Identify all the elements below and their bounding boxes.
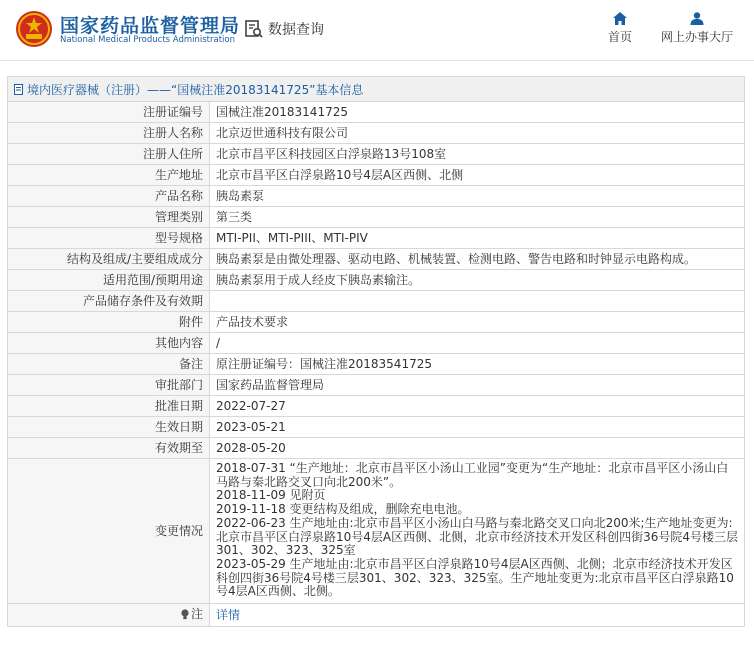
changes-value [210, 459, 745, 604]
field-value: 2023-05-21 [210, 417, 745, 438]
changes-key: 变更情况 [8, 459, 210, 604]
field-value: / [210, 333, 745, 354]
table-row [8, 312, 745, 333]
table-row [8, 375, 745, 396]
field-value: 国械注准20183141725 [210, 102, 745, 123]
field-key: 审批部门 [8, 375, 210, 396]
data-query-link[interactable] [244, 18, 324, 40]
nav-home-label: 首页 [607, 30, 632, 44]
change-line: 2019-11-18 变更结构及组成，删除充电电池。 [216, 502, 470, 517]
data-query-icon [244, 19, 264, 39]
field-key: 型号规格 [8, 228, 210, 249]
detail-link[interactable]: 详情 [216, 607, 241, 622]
field-value: MTI-PII、MTI-PIII、MTI-PIV [210, 228, 745, 249]
table-row-note [8, 604, 745, 627]
field-key: 适用范围/预期用途 [8, 270, 210, 291]
table-row [8, 417, 745, 438]
field-value: 产品技术要求 [210, 312, 745, 333]
breadcrumb-text: 境内医疗器械（注册）——“国械注准20183141725”基本信息 [27, 82, 364, 97]
nav-online-hall-label: 网上办事大厅 [660, 30, 733, 44]
field-value: 胰岛素泵是由微处理器、驱动电路、机械装置、检测电路、警告电路和时钟显示电路构成。 [210, 249, 745, 270]
table-row [8, 228, 745, 249]
site-header [0, 0, 754, 61]
field-key: 附件 [8, 312, 210, 333]
field-value: 国家药品监督管理局 [210, 375, 745, 396]
field-key: 产品储存条件及有效期 [8, 291, 210, 312]
info-table [7, 101, 745, 627]
table-row [8, 144, 745, 165]
field-key: 产品名称 [8, 186, 210, 207]
table-row [8, 102, 745, 123]
document-icon [14, 84, 23, 95]
field-value: 胰岛素泵 [210, 186, 745, 207]
table-row [8, 207, 745, 228]
field-key: 结构及组成/主要组成成分 [8, 249, 210, 270]
field-value: 2028-05-20 [210, 438, 745, 459]
field-key: 注册人住所 [8, 144, 210, 165]
table-row [8, 333, 745, 354]
field-key: 有效期至 [8, 438, 210, 459]
nav-online-hall-button[interactable] [657, 12, 737, 45]
change-line: 2018-07-31 “生产地址：北京市昌平区小汤山工业园”变更为“生产地址：北京市昌平区小汤山白马路与秦北路交叉口向北200米”。 [216, 461, 729, 489]
table-row [8, 123, 745, 144]
table-row [8, 249, 745, 270]
field-key: 备注 [8, 354, 210, 375]
data-query-label: 数据查询 [268, 22, 324, 38]
table-row [8, 354, 745, 375]
field-key: 管理类别 [8, 207, 210, 228]
note-key-label: 注 [190, 607, 203, 622]
table-row [8, 396, 745, 417]
field-value [210, 291, 745, 312]
breadcrumb [7, 76, 745, 101]
note-value [210, 604, 745, 627]
field-value: 北京市昌平区科技园区白浮泉路13号108室 [210, 144, 745, 165]
lightbulb-icon [181, 609, 189, 620]
home-icon [613, 12, 627, 25]
change-line: 2018-11-09 见附页 [216, 488, 326, 503]
table-row [8, 165, 745, 186]
nav-home-button[interactable] [605, 12, 635, 45]
field-value: 第三类 [210, 207, 745, 228]
site-logo-subtitle[interactable]: National Medical Products Administration [60, 35, 235, 45]
table-row [8, 438, 745, 459]
site-logo-title[interactable]: 国家药品监督管理局 [60, 15, 241, 37]
field-value: 2022-07-27 [210, 396, 745, 417]
note-key [8, 604, 210, 627]
change-line: 2023-05-29 生产地址由:北京市昌平区白浮泉路10号4层A区西侧、北侧；北京市经济技术开发区科创四街36号院4号楼三层301、302、323、325室。生产地址变更为:北京市昌平区白浮泉路10号4层A区西侧、北侧。 [216, 556, 734, 599]
field-value: 原注册证编号：国械注准20183541725 [210, 354, 745, 375]
field-value: 北京迈世通科技有限公司 [210, 123, 745, 144]
change-line: 2022-06-23 生产地址由:北京市昌平区小汤山白马路与秦北路交叉口向北200米;生产地址变更为:北京市昌平区白浮泉路10号4层A区西侧、北侧，北京市经济技术开发区科创四街36号院4号楼三层301、302、323、325室 [216, 515, 739, 558]
field-value: 北京市昌平区白浮泉路10号4层A区西侧、北侧 [210, 165, 745, 186]
field-key: 注册人名称 [8, 123, 210, 144]
national-emblem-icon[interactable] [15, 10, 53, 48]
user-icon [690, 12, 704, 25]
field-key: 生产地址 [8, 165, 210, 186]
table-row [8, 291, 745, 312]
field-key: 批准日期 [8, 396, 210, 417]
field-value: 胰岛素泵用于成人经皮下胰岛素输注。 [210, 270, 745, 291]
field-key: 生效日期 [8, 417, 210, 438]
table-row [8, 186, 745, 207]
table-row-changes [8, 459, 745, 604]
field-key: 其他内容 [8, 333, 210, 354]
field-key: 注册证编号 [8, 102, 210, 123]
table-row [8, 270, 745, 291]
detail-panel [7, 76, 745, 627]
